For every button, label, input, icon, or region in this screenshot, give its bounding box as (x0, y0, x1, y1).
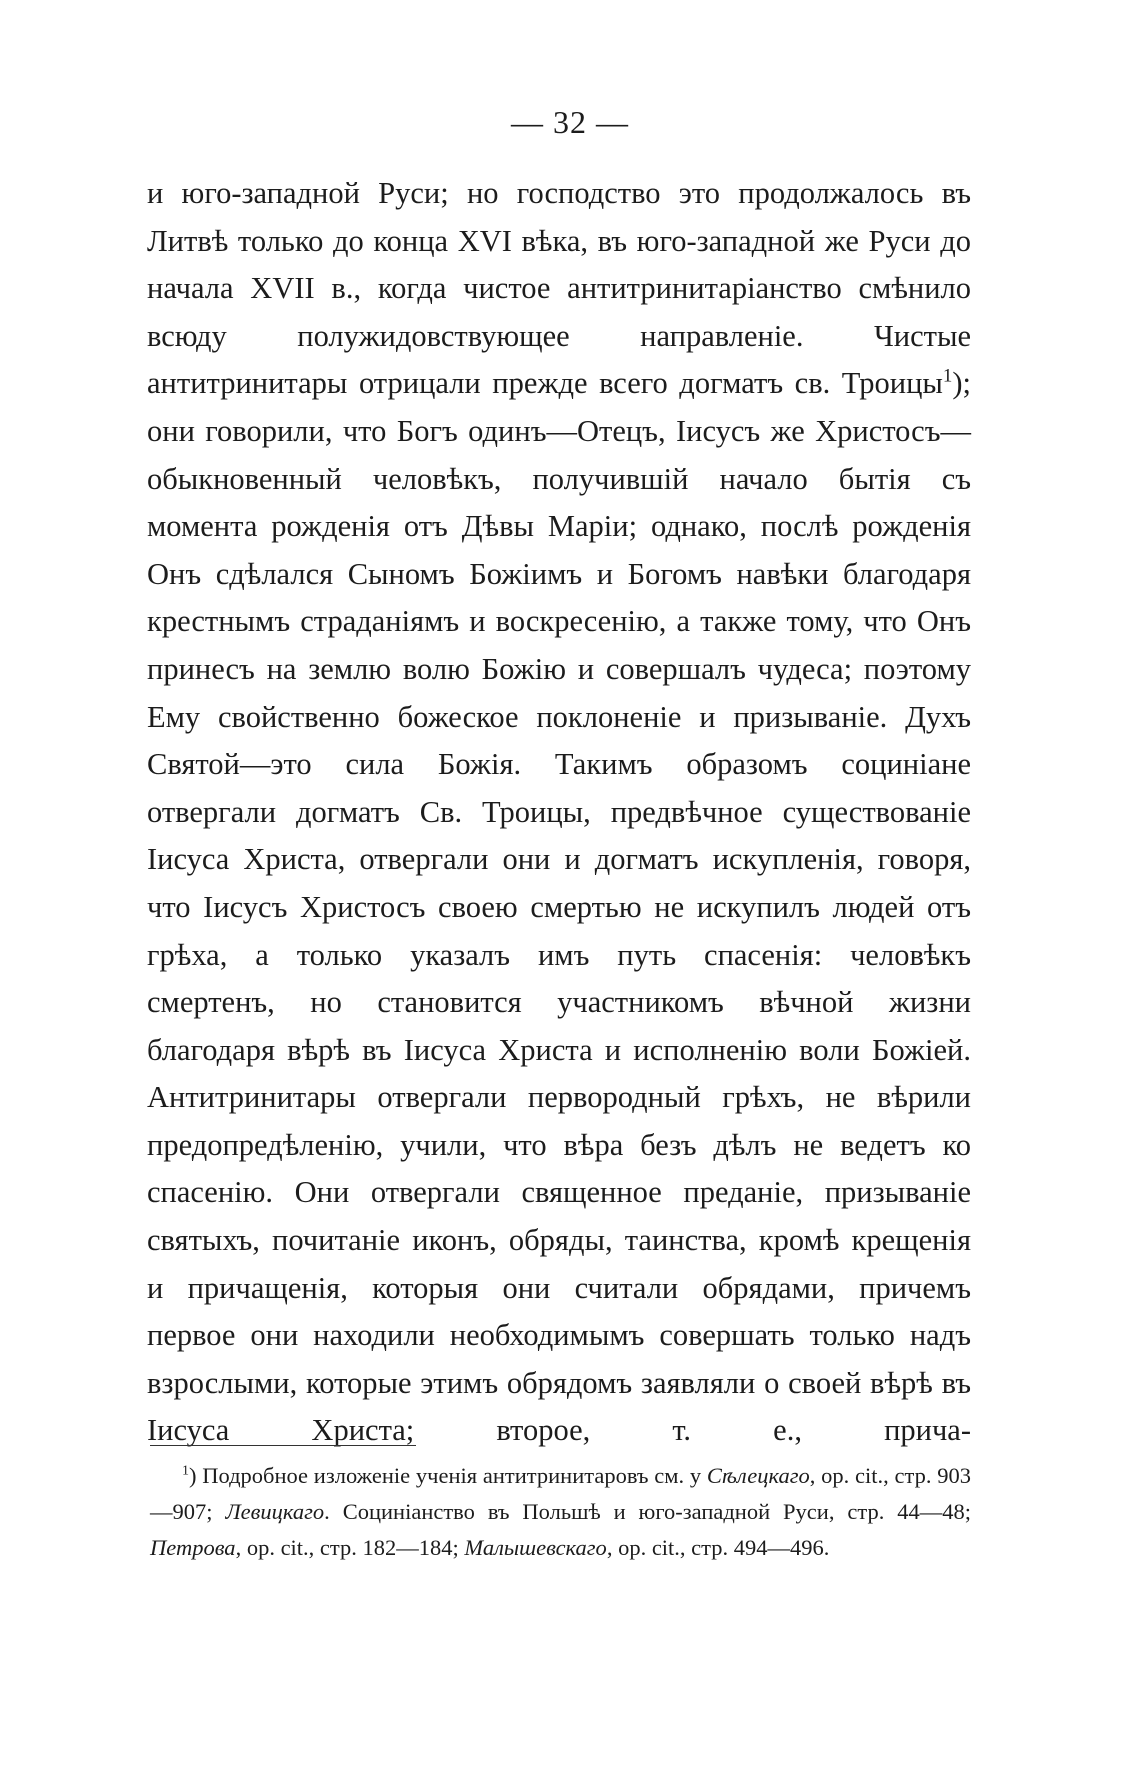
footnote (150, 1458, 971, 1566)
footnote-text-4: , op. cit., стр. 182—184; (235, 1535, 459, 1560)
footnote-text-2: , op. cit., стр. 903—907; (150, 1463, 972, 1524)
body-text-part-1: и юго-западной Руси; но господство это продолжалось въ Литвѣ только до конца XVI вѣка, въ юго-западной же Руси до начала XVII в., когда чистое антитринитаріанство смѣнило всюду полужидовствующее направленіе. Чистые антитринитары отрицали прежде всего догматъ св. Троицы (147, 176, 971, 401)
footnote-reference: 1 (942, 365, 953, 387)
page-number: — 32 — (511, 104, 629, 140)
footnote-marker-paren: ) (188, 1463, 197, 1488)
body-paragraph (147, 170, 971, 1455)
footnote-author-seletsky: Сѣлецкаго (706, 1463, 810, 1488)
footnote-marker: 1 (182, 1463, 189, 1479)
footnote-text-5: , op. cit., стр. 494—496. (606, 1535, 830, 1560)
footnote-text-1: Подробное изложеніе ученія антитринитаровъ см. у (202, 1463, 702, 1488)
footnote-author-malyshevsky: Малышевскаго (464, 1535, 607, 1560)
footnote-text-3: . Социніанство въ Польшѣ и юго-западной Руси, стр. 44—48; (324, 1499, 972, 1524)
footnote-author-levitsky: Левицкаго (225, 1499, 325, 1524)
footnote-author-petrov: Петрова (150, 1535, 236, 1560)
footnote-separator (150, 1445, 416, 1446)
body-text-part-2: ); они говорили, что Богъ одинъ—Отецъ, Іисусъ же Христосъ—обыкновенный человѣкъ, получившій начало бытія съ момента рожденія отъ Дѣвы Маріи; однако, послѣ рожденія Онъ сдѣлался Сыномъ Божіимъ и Богомъ навѣки благодаря крестнымъ страданіямъ и воскресенію, а также тому, что Онъ принесъ на землю волю Божію и совершалъ чудеса; поэтому Ему свойственно божеское поклоненіе и призываніе. Духъ Святой—это сила Божія. Такимъ образомъ социніане отвергали догматъ Св. Троицы, предвѣчное существованіе Іисуса Христа, отвергали они и догматъ искупленія, говоря, что Іисусъ Христосъ своею смертью не искупилъ людей отъ грѣха, а только указалъ имъ путь спасенія: человѣкъ смертенъ, но становится участникомъ вѣчной жизни благодаря вѣрѣ въ Іисуса Христа и исполненію воли Божіей. Антитринитары отвергали первородный грѣхъ, не вѣрили предопредѣленію, учили, что вѣра безъ дѣлъ не ведетъ ко спасенію. Они отвергали священное преданіе, призываніе святыхъ, почитаніе иконъ, обряды, таинства, кромѣ крещенія и причащенія, которыя они считали обрядами, причемъ первое они находили необходимымъ совершать только надъ взрослыми, которые этимъ обрядомъ заявляли о своей вѣрѣ въ Іисуса Христа; второе, т. е., прича- (147, 366, 971, 1448)
